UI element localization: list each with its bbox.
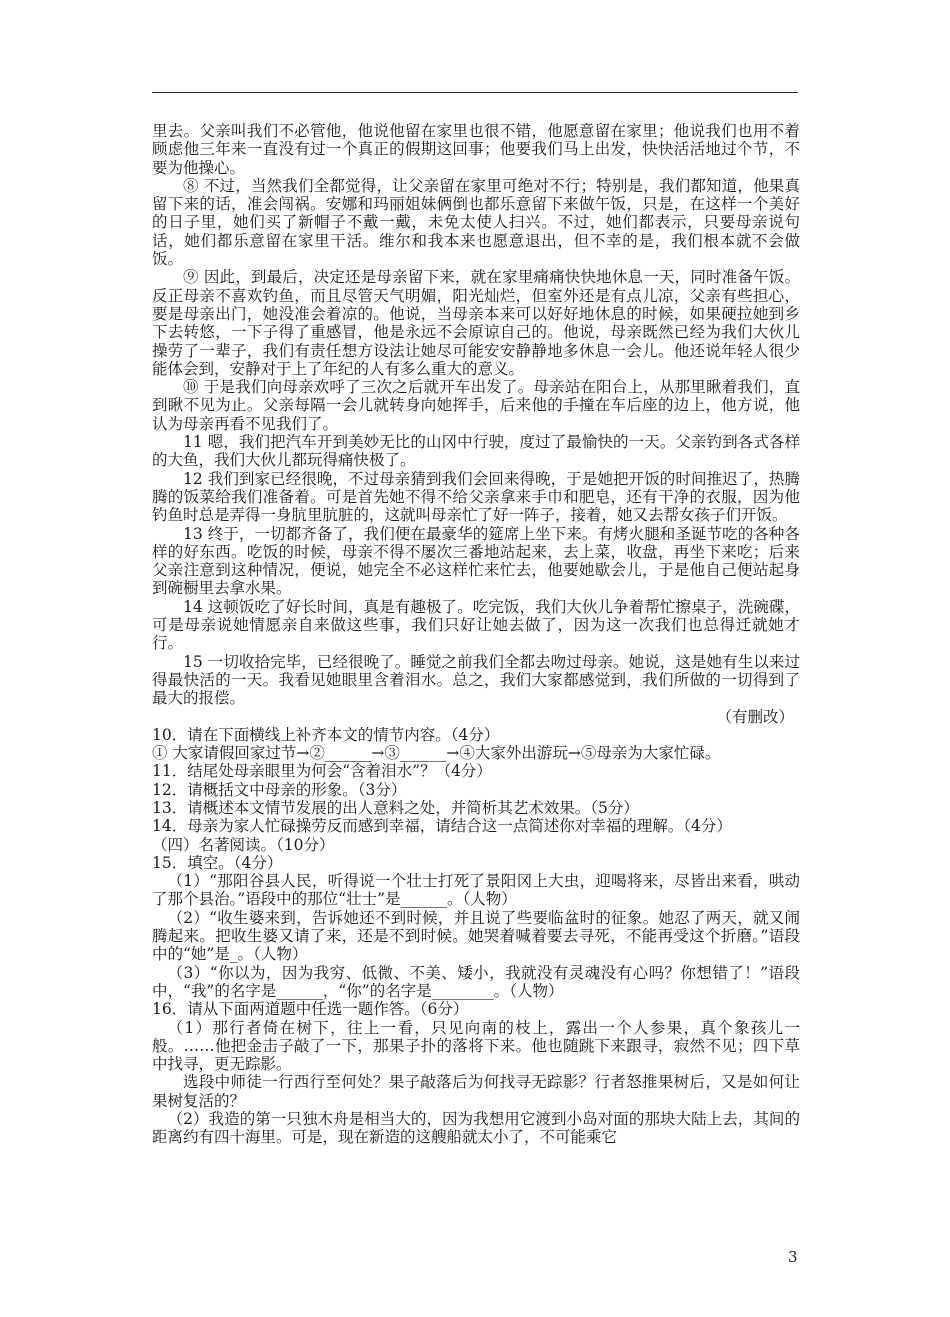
question-16-option-1-prompt: 选段中师徒一行西行至何处？果子敲落后为何找寻无踪影？行者怒推果树后，又是如何让果树复活的？ [152, 1073, 800, 1110]
question-10-plot-chain: ① 大家请假回家过节→②______→③______→④大家外出游玩→⑤母亲为大家忙碌。 [152, 744, 721, 763]
paragraph-12: 12 我们到家已经很晚，不过母亲猜到我们会回来得晚，于是她把开饭的时间推迟了，热腾腾的饭菜给我们准备着。可是首先她不得不给父亲拿来手巾和肥皂，还有干净的衣服，因为他钓鱼时总是弄得一身肮里肮脏的，这就叫母亲忙了好一阵子，接着，她又去帮女孩子们开饭。 [152, 469, 800, 525]
paragraph-8: ⑧ 不过，当然我们全都觉得，让父亲留在家里可绝对不行；特别是，我们都知道，他果真留下来的话，准会闯祸。安娜和玛丽姐妹俩倒也都乐意留下来做午饭，只是，在这样一个美好的日子里，她们买了新帽子不戴一戴，未免太使人扫兴。不过，她们都表示，只要母亲说句话，她们都乐意留在家里干活。维尔和我本来也愿意退出，但不幸的是，我们根本就不会做饭。 [152, 176, 800, 269]
header-rule [152, 92, 798, 93]
source-note: （有删改） [716, 707, 794, 726]
question-15-item-2: （2）“收生婆来到，告诉她还不到时候，并且说了些要临盆时的征象。她忍了两天，就又闹腾起来。把收生婆又请了来，还是不到时候。她哭着喊着要去寻死，不能再受这个折磨。”语段中的“她”是_。（人物） [152, 908, 800, 964]
question-12: 12．请概括文中母亲的形象。（3分） [152, 780, 407, 799]
paragraph-15: 15 一切收拾完毕，已经很晚了。睡觉之前我们全都去吻过母亲。她说，这是她有生以来过得最快活的一天。我看见她眼里含着泪水。总之，我们大家都感觉到，我们所做的一切得到了最大的报偿。 [152, 652, 800, 708]
paragraph-9: ⑨ 因此，到最后，决定还是母亲留下来，就在家里痛痛快快地休息一天，同时准备午饭。反正母亲不喜欢钓鱼，而且尽管天气明媚，阳光灿烂，但室外还是有点儿凉，父亲有些担心，要是母亲出门，她没准会着凉的。他说，当母亲本来可以好好地休息的时候，如果硬拉她到乡下去转悠，一下子得了重感冒，他是永远不会原谅自己的。他说，母亲既然已经为我们大伙儿操劳了一辈子，我们有责任想方设法让她尽可能安安静静地多休息一会儿。他还说年轻人很少能体会到，安静对于上了年纪的人有多么重大的意义。 [152, 268, 800, 378]
section-4-heading: （四）名著阅读。（10分） [152, 835, 335, 854]
question-13: 13．请概述本文情节发展的出人意料之处，并简析其艺术效果。（5分） [152, 798, 639, 817]
paragraph-10: ⑩ 于是我们向母亲欢呼了三次之后就开车出发了。母亲站在阳台上，从那里瞅着我们，直到瞅不见为止。父亲每隔一会儿就转身向她挥手，后来他的手撞在车后座的边上，他方说，他认为母亲再看不见我们了。 [152, 378, 800, 433]
question-15: 15．填空。（4分） [152, 853, 283, 872]
paragraph-7-continued: 里去。父亲叫我们不必管他，他说他留在家里也很不错，他愿意留在家里；他说我们也用不着顾虑他三年来一直没有过一个真正的假期这回事；他要我们马上出发，快快活活地过个节，不要为他操心。 [152, 122, 800, 177]
question-15-item-3: （3）“你以为，因为我穷、低微、不美、矮小，我就没有灵魂没有心吗？你想错了！”语段中，“我”的名字是______，“你”的名字是________。（人物） [152, 963, 800, 1000]
paragraph-14: 14 这顿饭吃了好长时间，真是有趣极了。吃完饭，我们大伙儿争着帮忙擦桌子，洗碗碟，可是母亲说她情愿亲自来做这些事，我们只好让她去做了，因为这一次我们也总得迁就她才行。 [152, 597, 800, 653]
question-14: 14．母亲为家人忙碌操劳反而感到幸福，请结合这一点简述你对幸福的理解。（4分） [152, 817, 732, 836]
document-body [152, 122, 800, 1147]
paragraph-11: 11 嗯，我们把汽车开到美妙无比的山冈中行驶，度过了最愉快的一天。父亲钓到各式各样的大鱼，我们大伙儿都玩得痛快极了。 [152, 433, 800, 470]
question-16: 16．请从下面两道题中任选一题作答。（6分） [152, 1000, 469, 1019]
question-16-option-2: （2）我造的第一只独木舟是相当大的，因为我想用它渡到小岛对面的那块大陆上去，其间的距离约有四十海里。可是，现在新造的这艘船就太小了，不可能乘它 [152, 1110, 800, 1147]
paragraph-13: 13 终于，一切都齐备了，我们便在最豪华的筵席上坐下来。有烤火腿和圣诞节吃的各种各样的好东西。吃饭的时候，母亲不得不屡次三番地站起来，去上菜，收盘，再坐下来吃；后来父亲注意到这种情况，便说，她完全不必这样忙来忙去，他要她歇会儿，于是他自己便站起身到碗橱里去拿水果。 [152, 524, 800, 598]
question-10: 10．请在下面横线上补齐本文的情节内容。（4分） [152, 725, 500, 744]
question-16-option-1: （1）那行者倚在树下，往上一看，只见向南的枝上，露出一个人参果，真个象孩儿一般。……他把金击子敲了一下，那果子扑的落将下来。他也随跳下来跟寻，寂然不见；四下草中找寻，更无踪影。 [152, 1018, 800, 1074]
question-15-item-1: （1）“那阳谷县人民，听得说一个壮士打死了景阳冈上大虫，迎喝将来，尽皆出来看，哄动了那个县治。”语段中的那位“壮士”是______。（人物） [152, 872, 800, 909]
question-11: 11．结尾处母亲眼里为何会“含着泪水”？（4分） [152, 762, 492, 781]
page-number: 3 [788, 1248, 798, 1266]
